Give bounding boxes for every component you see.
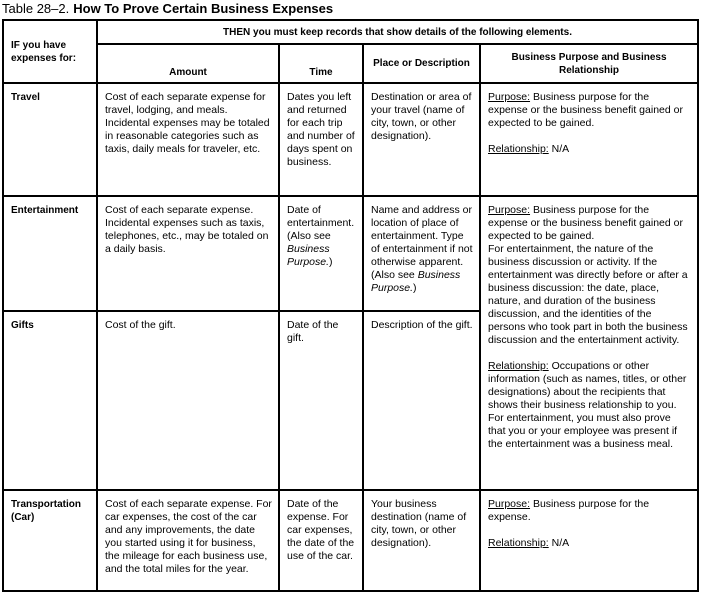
travel-time: Dates you left and returned for each trip and number of days spent on business. [287, 91, 355, 168]
travel-purpose-relationship [481, 84, 697, 160]
transportation-place: Your business destination (name of city, town, or other designation). [371, 498, 467, 549]
transportation-time: Date of the expense. For car expenses, the date of the use of the car. [287, 498, 355, 562]
entertainment-gifts-purpose-relationship [481, 197, 697, 455]
transportation-purpose-relationship [481, 491, 697, 554]
header-amount: Amount [97, 44, 279, 83]
business-expenses-table [2, 19, 699, 592]
row-label-travel: Travel [11, 92, 40, 103]
relationship-text: N/A [551, 537, 570, 549]
travel-place: Destination or area of your travel (name of city, town, or other designation). [371, 91, 472, 142]
purpose-extra-text: For entertainment, the nature of the business discussion or activity. If the entertainment was directly before or after a business discussion: the date, place, nature, and duration of the business discussion, and the identities of the persons who took part in both the business discussion and the entertainment activity. [488, 243, 688, 346]
gifts-time: Date of the gift. [287, 319, 339, 344]
table-number: Table 28–2. [2, 1, 70, 16]
row-label-entertainment: Entertainment [11, 205, 79, 216]
entertainment-time-text: Date of entertainment. (Also see [287, 204, 355, 242]
purpose-label: Purpose: [488, 91, 531, 103]
row-label-transportation: Transportation (Car) [11, 499, 82, 523]
header-business-purpose-relationship: Business Purpose and Business Relationship [480, 44, 698, 83]
purpose-label: Purpose: [488, 204, 531, 216]
relationship-extra-text: For entertainment, you must also prove that you or your employee was present if the entertainment was a business meal. [488, 412, 678, 450]
header-time: Time [279, 44, 363, 83]
gifts-amount: Cost of the gift. [105, 319, 176, 331]
relationship-label: Relationship: [488, 143, 549, 155]
purpose-text: Business purpose for the expense. [488, 498, 650, 523]
row-label-gifts: Gifts [11, 320, 34, 331]
table-caption [2, 1, 333, 17]
entertainment-time-close: ) [329, 256, 333, 268]
table-row-travel [3, 83, 698, 196]
entertainment-place [364, 197, 479, 299]
table-title: How To Prove Certain Business Expenses [73, 1, 334, 16]
relationship-label: Relationship: [488, 537, 549, 549]
relationship-text: Occupations or other information (such as names, titles, or other designations) about the recipients that shows their business relationship to you. [488, 360, 687, 411]
purpose-label: Purpose: [488, 498, 531, 510]
entertainment-place-text: Name and address or location of place of entertainment. Type of entertainment if not otherwise apparent. (Also see [371, 204, 473, 281]
entertainment-time-italic: Business Purpose. [287, 243, 330, 268]
header-place-or-description: Place or Description [363, 44, 480, 83]
header-if-you-have: IF you have expenses for: [3, 20, 97, 83]
header-then-keep-records: THEN you must keep records that show details of the following elements. [97, 20, 698, 44]
purpose-text: Business purpose for the expense or the business benefit gained or expected to be gained. [488, 204, 683, 242]
table-row-entertainment [3, 196, 698, 311]
gifts-place: Description of the gift. [371, 319, 473, 331]
relationship-text: N/A [551, 143, 570, 155]
relationship-label: Relationship: [488, 360, 549, 372]
entertainment-place-close: ) [413, 282, 417, 294]
entertainment-place-italic: Business Purpose. [371, 269, 461, 294]
travel-amount: Cost of each separate expense for travel, lodging, and meals. Incidental expenses may be totaled in reasonable categories such as taxis, daily meals for traveler, etc. [105, 91, 270, 155]
entertainment-time [280, 197, 362, 273]
transportation-amount: Cost of each separate expense. For car expenses, the cost of the car and any improvements, the date you started using it for business, the mileage for each business use, and the total miles for the year. [105, 498, 272, 575]
table-row-transportation [3, 490, 698, 591]
entertainment-amount: Cost of each separate expense. Incidental expenses such as taxis, telephones, etc., may be totaled on a daily basis. [105, 204, 269, 255]
purpose-text: Business purpose for the expense or the business benefit gained or expected to be gained. [488, 91, 683, 129]
